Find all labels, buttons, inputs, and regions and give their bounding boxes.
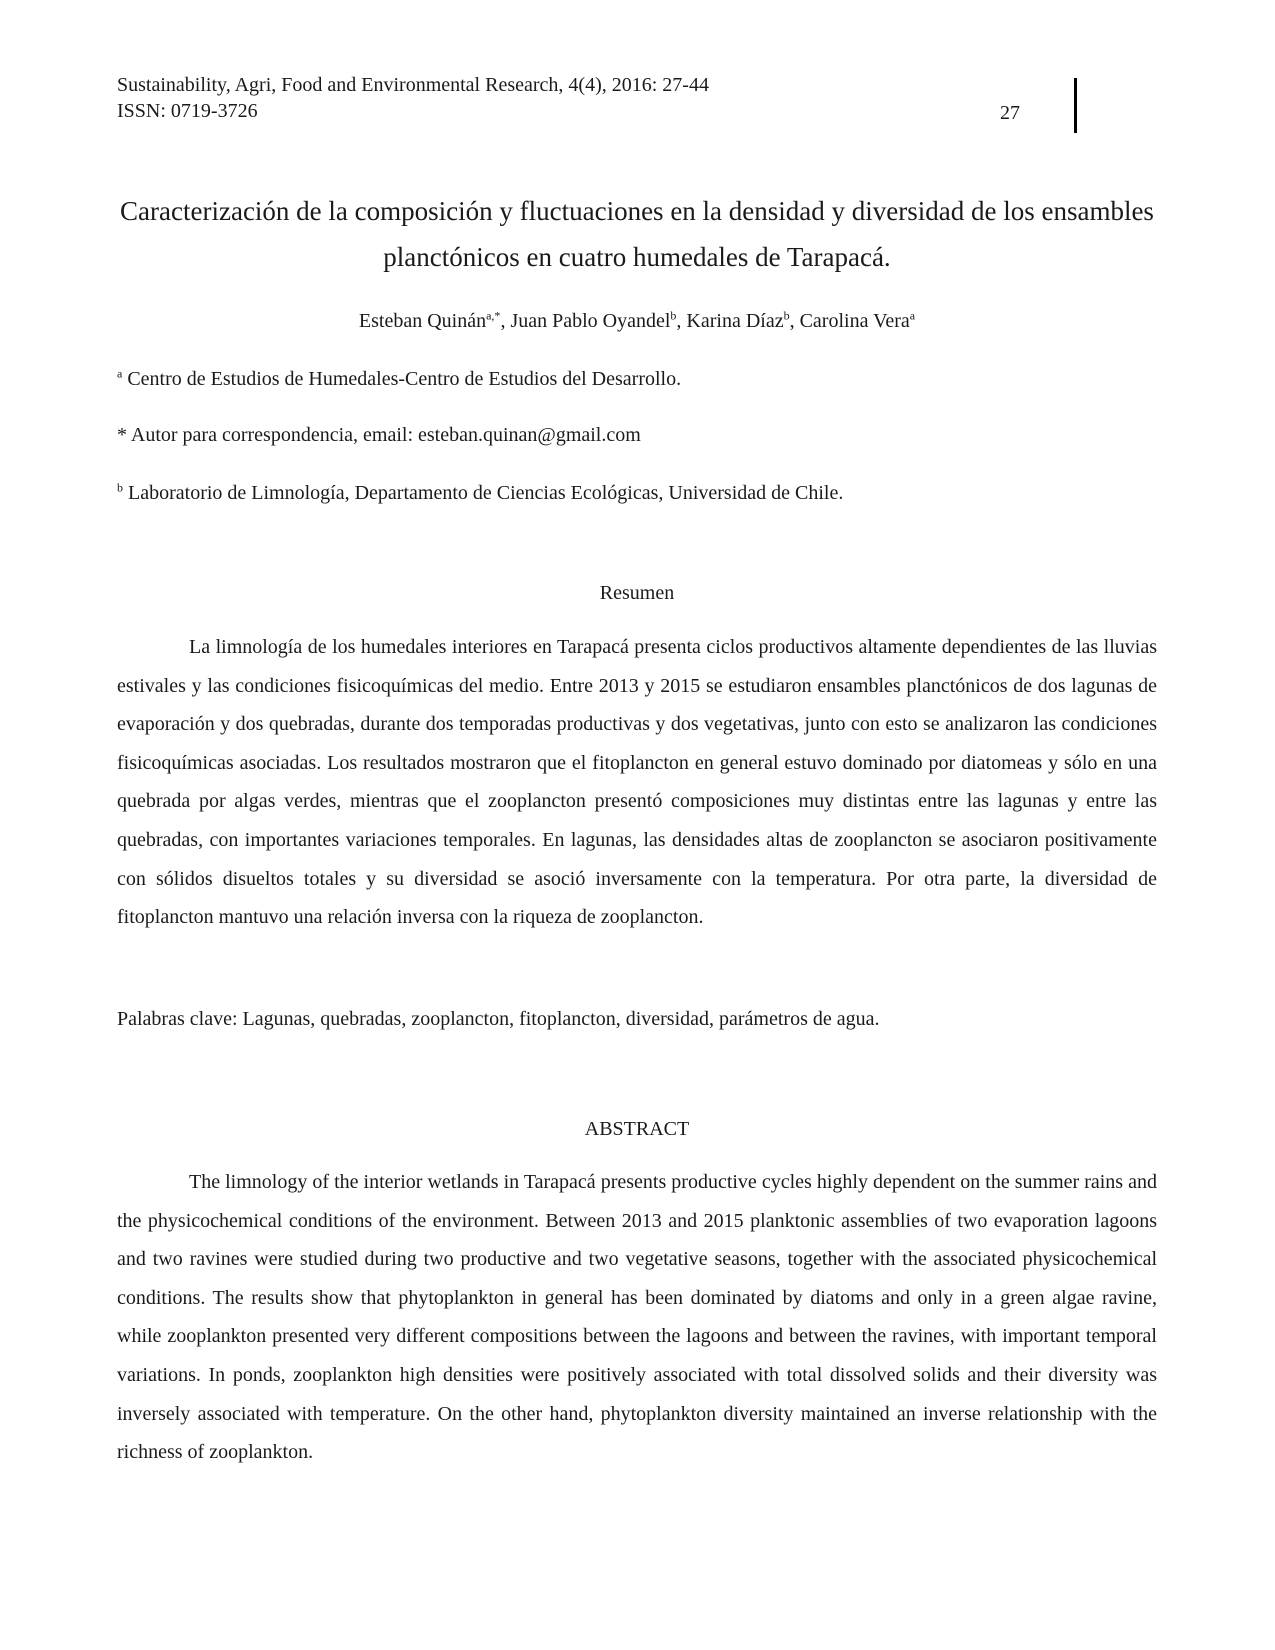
journal-line: Sustainability, Agri, Food and Environmental Research, 4(4), 2016: 27-44 bbox=[117, 74, 709, 96]
affiliation-b bbox=[117, 480, 843, 506]
author-name: Esteban Quinán bbox=[358, 310, 487, 332]
affiliation-marker: a bbox=[117, 366, 123, 381]
author-affiliation-marker: b bbox=[783, 308, 790, 323]
author-name: Juan Pablo Oyandel bbox=[510, 310, 671, 332]
affiliation-text: Laboratorio de Limnología, Departamento de Ciencias Ecológicas, Universidad de Chile. bbox=[128, 482, 844, 504]
author-name: Carolina Vera bbox=[799, 310, 910, 332]
header-rule bbox=[1074, 78, 1077, 133]
author-affiliation-marker: a bbox=[909, 308, 916, 323]
affiliation-a bbox=[117, 366, 681, 392]
resumen-paragraph: La limnología de los humedales interiores en Tarapacá presenta ciclos productivos altamente dependientes de las lluvias estivales y las condiciones fisicoquímicas del medio. Entre 2013 y 2015 se estudiaron ensambles planctónicos de dos lagunas de evaporación y dos quebradas, durante dos temporadas productivas y dos vegetativas, junto con esto se analizaron las condiciones fisicoquímicas asociadas. Los resultados mostraron que el fitoplancton en general estuvo dominado por diatomeas y sólo en una quebrada por algas verdes, mientras que el zooplancton presentó composiciones muy distintas entre las lagunas y entre las quebradas, con importantes variaciones temporales. En lagunas, las densidades altas de zooplancton se asociaron positivamente con sólidos disueltos totales y su diversidad se asoció inversamente con la temperatura. Por otra parte, la diversidad de fitoplancton mantuvo una relación inversa con la riqueza de zooplancton. bbox=[117, 636, 1157, 929]
page-number: 27 bbox=[1000, 102, 1020, 124]
author-affiliation-marker: b bbox=[670, 308, 677, 323]
resumen-heading: Resumen bbox=[599, 582, 675, 604]
author-list: Esteban Quinán$^{a,*}$, Juan Pablo Oyandel$^b$, Karina Díaz$^b$, Carolina Vera$^a$ bbox=[358, 308, 916, 332]
affiliation-marker: b bbox=[117, 480, 123, 495]
abstract-paragraph: The limnology of the interior wetlands in Tarapacá presents productive cycles highly dependent on the summer rains and the physicochemical conditions of the environment. Between 2013 and 2015 planktonic assemblies of two evaporation lagoons and two ravines were studied during two productive and two vegetative seasons, together with the associated physicochemical conditions. The results show that phytoplankton in general has been dominated by diatoms and only in a green algae ravine, while zooplankton presented very different compositions between the lagoons and between the ravines, with important temporal variations. In ponds, zooplankton high densities were positively associated with total dissolved solids and their diversity was inversely associated with temperature. On the other hand, phytoplankton diversity maintained an inverse relationship with the richness of zooplankton. bbox=[117, 1171, 1157, 1464]
affiliation-text: Centro de Estudios de Humedales-Centro de Estudios del Desarrollo. bbox=[127, 368, 682, 390]
journal-citation bbox=[117, 72, 709, 124]
abstract-heading: ABSTRACT bbox=[584, 1118, 690, 1140]
author-affiliation-marker: a,* bbox=[486, 308, 501, 323]
correspondence-note: * Autor para correspondencia, email: esteban.quinan@gmail.com bbox=[117, 424, 641, 446]
keywords-line: Palabras clave: Lagunas, quebradas, zooplancton, fitoplancton, diversidad, parámetros de agua. bbox=[117, 1008, 880, 1030]
paper-title: Caracterización de la composición y fluctuaciones en la densidad y diversidad de los ensambles planctónicos en cuatro humedales de Tarapacá. bbox=[120, 196, 1154, 272]
author-name: Karina Díaz bbox=[686, 310, 784, 332]
issn-line: ISSN: 0719-3726 bbox=[117, 100, 258, 122]
